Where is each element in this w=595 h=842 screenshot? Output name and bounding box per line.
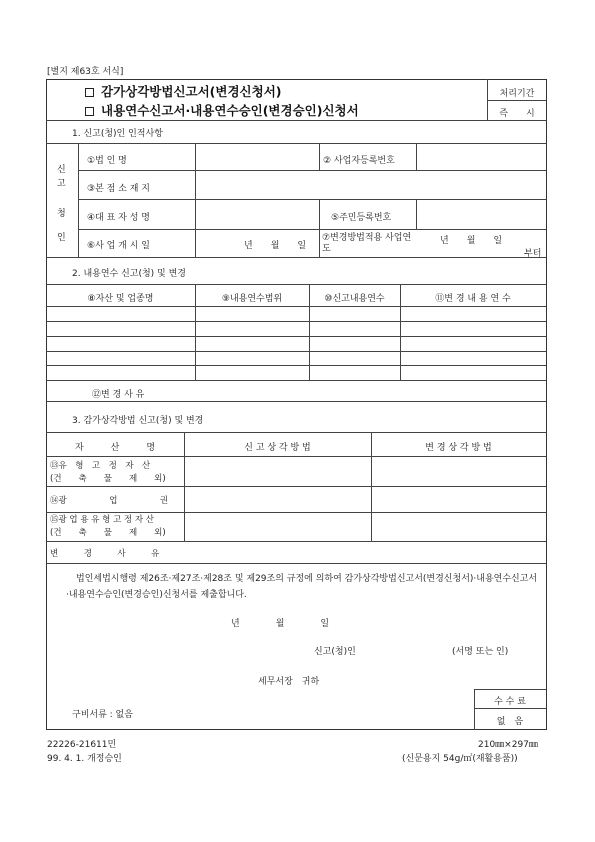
declaration-date[interactable]: 년 월 일 xyxy=(231,619,330,629)
form-number: [별지 제63호 서식] xyxy=(47,67,124,77)
addressee: 세무서장 귀하 xyxy=(258,677,320,687)
processing-value: 즉 시 xyxy=(499,109,535,119)
corp-name-field[interactable] xyxy=(200,147,315,167)
col-asset: ⑧자산 및 업종명 xyxy=(87,294,154,304)
title-line-1: 감가상각방법신고서(변경신청서) xyxy=(85,82,281,100)
business-start-label: ⑥사 업 개 시 일 xyxy=(87,241,150,251)
section1-heading: 1. 신고(청)인 인적사항 xyxy=(72,129,163,139)
rep-name-field[interactable] xyxy=(200,204,315,224)
fee-label: 수 수 료 xyxy=(494,697,526,707)
fee-value: 없 음 xyxy=(496,717,524,727)
col-changed: ⑪변 경 내 용 연 수 xyxy=(435,294,511,304)
applicant-label: 신고(청)인 xyxy=(314,647,356,657)
col-reported-method: 신 고 상 각 방 법 xyxy=(244,443,311,453)
change-year-label: ⑦변경방법적용 사업연도 xyxy=(322,233,412,254)
declaration-text: 법인세법시행령 제26조·제27조·제28조 및 제29조의 규정에 의하여 감가상각방법신고서(변경신청서)·내용연수신고서·내용연수승인(변경승인)신청서를 제출합니다. xyxy=(66,574,538,600)
hq-address-label: ③본 점 소 재 지 xyxy=(87,184,150,194)
section2-reason-field[interactable] xyxy=(200,383,540,399)
row-mining-rights: ⑭광 업 권 xyxy=(50,496,169,506)
footer-size: 210㎜×297㎜ xyxy=(478,740,538,750)
signature-label[interactable]: (서명 또는 인) xyxy=(452,647,509,657)
business-start-date[interactable]: 년 월 일 xyxy=(244,241,307,251)
resident-no-label: ⑤주민등록번호 xyxy=(331,213,392,223)
rep-name-label: ④대 표 자 성 명 xyxy=(87,213,150,223)
side-label-3: 청 xyxy=(57,209,66,219)
attachments: 구비서류 : 없음 xyxy=(72,710,133,720)
from-suffix: 부터 xyxy=(524,249,542,259)
checkbox-depreciation[interactable] xyxy=(85,88,94,97)
section3-change-reason: 변 경 사 유 xyxy=(50,549,160,559)
corp-name-label: ①법 인 명 xyxy=(87,156,127,166)
resident-no-field[interactable] xyxy=(420,204,542,224)
title-line-2: 내용연수신고서·내용연수승인(변경승인)신청서 xyxy=(85,101,359,119)
side-label-2: 고 xyxy=(57,179,66,189)
biz-reg-label: ② 사업자등록번호 xyxy=(323,156,395,166)
side-label-1: 신 xyxy=(57,165,66,175)
col-changed-method: 변 경 상 각 방 법 xyxy=(425,443,492,453)
section2-change-reason: ⑫변 경 사 유 xyxy=(92,390,145,400)
footer-approval: 99. 4. 1. 개정승인 xyxy=(47,754,122,764)
section3-reason-field[interactable] xyxy=(190,545,540,561)
section3-heading: 3. 감가상각방법 신고(청) 및 변경 xyxy=(72,416,204,426)
checkbox-useful-life[interactable] xyxy=(85,107,94,116)
processing-label: 처리기간 xyxy=(499,89,535,99)
footer-code: 22226-21611민 xyxy=(47,740,117,750)
col-reported: ⑩신고내용연수 xyxy=(324,294,385,304)
col-range: ⑨내용연수범위 xyxy=(221,294,283,304)
biz-reg-field[interactable] xyxy=(420,147,542,167)
section2-heading: 2. 내용연수 신고(청) 및 변경 xyxy=(72,269,186,279)
footer-paper: (신문용지 54g/㎡(재활용품)) xyxy=(402,754,518,764)
row-tangible-assets: ⑬유 형 고 정 자 산 (건 축 물 제 외) xyxy=(50,461,166,484)
hq-address-field[interactable] xyxy=(200,175,540,195)
change-year-date[interactable]: 년 월 일 xyxy=(440,236,503,246)
row-mining-tangible-assets: ⑮광 업 용 유 형 고 정 자 산 (건 축 물 제 외) xyxy=(50,515,166,538)
side-label-4: 인 xyxy=(57,233,66,243)
col-asset-name: 자 산 명 xyxy=(74,443,156,453)
